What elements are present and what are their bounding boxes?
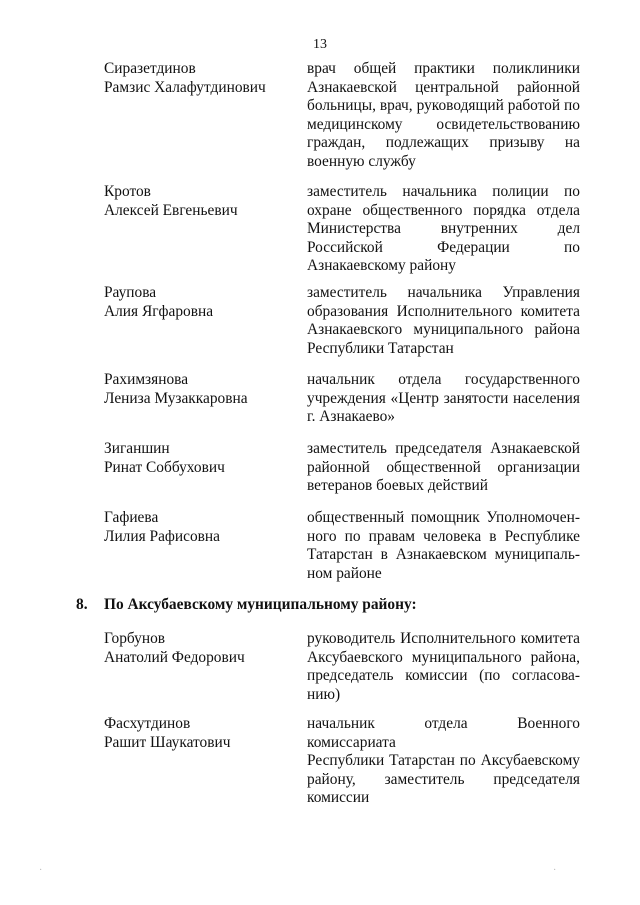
role-line: Республики Татарстан — [307, 339, 454, 357]
role-line: граждан, подлежащих призыву на — [307, 134, 580, 152]
member-surname: Горбунов — [104, 630, 166, 647]
member-role — [307, 284, 580, 358]
member-name — [104, 284, 294, 321]
role-line: военную службу — [307, 152, 416, 170]
member-given-name: Рашит Шаукатович — [104, 733, 231, 751]
member-role — [307, 183, 580, 276]
role-line: Аксубаевского муниципального района, — [307, 648, 580, 666]
role-line: медицинскому освидетельствованию — [307, 115, 580, 133]
role-line: Республики Татарстан по Аксубаевскому — [307, 752, 580, 770]
role-line: комиссии — [307, 789, 370, 807]
role-line: охране общественного порядка отдела — [307, 201, 580, 219]
member-name — [104, 60, 294, 97]
role-line: заместитель начальника полиции по — [307, 183, 580, 200]
member-given-name: Лениза Музаккаровна — [104, 389, 248, 407]
role-line: председатель комиссии (по согласова- — [307, 667, 580, 685]
member-given-name: Рамзис Халафутдинович — [104, 78, 266, 96]
member-surname: Раупова — [104, 284, 157, 301]
member-given-name: Ринат Соббухович — [104, 458, 225, 476]
role-line: Азнакаевской центральной районной — [307, 78, 580, 96]
member-given-name: Алия Ягфаровна — [104, 302, 214, 320]
role-line: образования Исполнительного комитета — [307, 302, 580, 320]
member-surname: Кротов — [104, 183, 151, 200]
member-surname: Фасхутдинов — [104, 715, 191, 732]
role-line: начальник отдела государственного — [307, 371, 580, 388]
member-surname: Рахимзянова — [104, 371, 189, 388]
scan-speck: · — [553, 865, 557, 876]
role-line: Татарстан в Азнакаевском муниципаль- — [307, 546, 580, 564]
role-line: ветеранов боевых действий — [307, 477, 489, 495]
member-role — [307, 509, 580, 583]
member-name — [104, 715, 294, 752]
role-line: врач общей практики поликлиники — [307, 60, 580, 77]
role-line: начальник отдела Военного комиссариата — [307, 715, 580, 751]
role-line: районной общественной организации — [307, 458, 580, 476]
member-given-name: Анатолий Федорович — [104, 648, 245, 666]
section-title: По Аксубаевскому муниципальному району: — [104, 596, 417, 613]
role-line: заместитель председателя Азнакаевской — [307, 440, 580, 457]
role-line: Министерства внутренних дел — [307, 220, 580, 238]
member-role — [307, 371, 580, 427]
section-number: 8. — [76, 596, 88, 613]
role-line: общественный помощник Уполномочен- — [307, 509, 580, 526]
member-name — [104, 183, 294, 220]
section-heading — [76, 596, 596, 615]
role-line: нию) — [307, 685, 341, 703]
role-line: ном районе — [307, 564, 382, 582]
member-role — [307, 715, 580, 808]
member-given-name: Лилия Рафисовна — [104, 527, 220, 545]
member-role — [307, 630, 580, 704]
role-line: руководитель Исполнительного комитета — [307, 630, 580, 647]
member-given-name: Алексей Евгеньевич — [104, 201, 238, 219]
role-line: заместитель начальника Управления — [307, 284, 580, 301]
role-line: учреждения «Центр занятости населения — [307, 389, 580, 407]
member-name — [104, 630, 294, 667]
page-number: 13 — [313, 37, 327, 52]
member-surname: Сиразетдинов — [104, 60, 196, 77]
member-name — [104, 509, 294, 546]
role-line: Азнакаевскому району — [307, 257, 456, 275]
member-name — [104, 440, 294, 477]
role-line: ного по правам человека в Республике — [307, 527, 580, 545]
role-line: району, заместитель председателя — [307, 770, 580, 788]
member-role — [307, 440, 580, 496]
role-line: г. Азнакаево» — [307, 408, 395, 426]
member-surname: Зиганшин — [104, 440, 170, 457]
role-line: больницы, врач, руководящий работой по — [307, 97, 580, 115]
member-role — [307, 60, 580, 172]
role-line: Азнакаевского муниципального района — [307, 321, 580, 339]
role-line: Российской Федерации по — [307, 238, 580, 256]
member-name — [104, 371, 294, 408]
member-surname: Гафиева — [104, 509, 159, 526]
scan-speck: · — [39, 865, 43, 876]
